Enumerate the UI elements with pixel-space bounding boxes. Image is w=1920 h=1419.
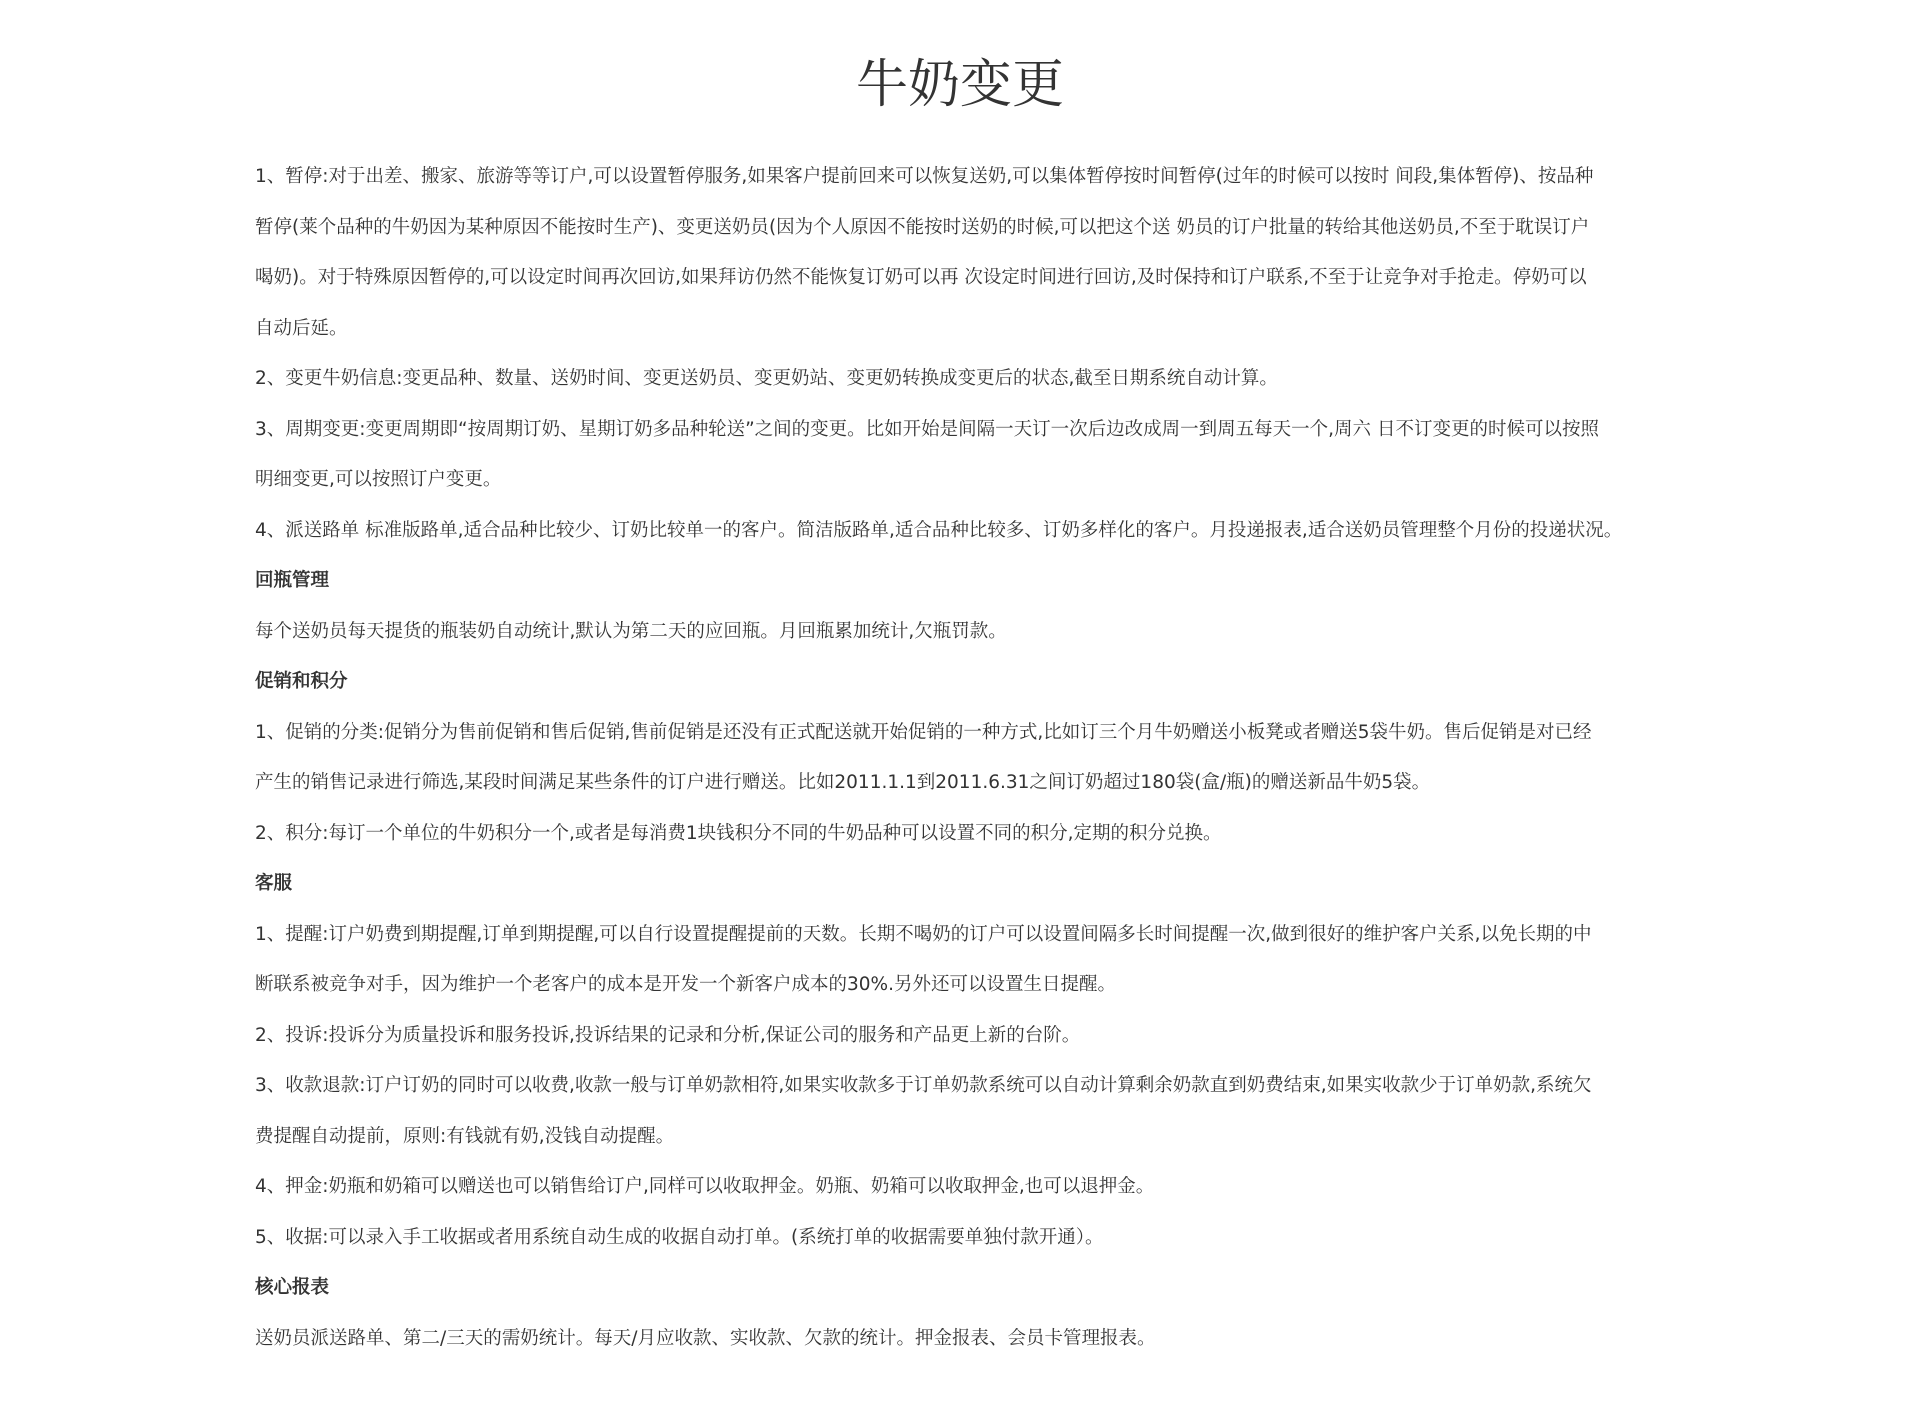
paragraph-line: 4、押金:奶瓶和奶箱可以赠送也可以销售给订户,同样可以收取押金。奶瓶、奶箱可以收取押金,也可以退押金。 bbox=[255, 1176, 1155, 1197]
paragraph-line: 送奶员派送路单、第二/三天的需奶统计。每天/月应收款、实收款、欠款的统计。押金报表、会员卡管理报表。 bbox=[255, 1327, 1156, 1349]
paragraph-line: 3、周期变更:变更周期即“按周期订奶、星期订奶多品种轮送”之间的变更。比如开始是间隔一天订一次后边改成周一到周五每天一个,周六 日不订变更的时候可以按照 bbox=[255, 418, 1599, 440]
paragraph-line: 2、积分:每订一个单位的牛奶积分一个,或者是每消费1块钱积分不同的牛奶品种可以设置不同的积分,定期的积分兑换。 bbox=[255, 822, 1222, 844]
paragraph-line: 5、收据:可以录入手工收据或者用系统自动生成的收据自动打单。(系统打单的收据需要单独付款开通）。 bbox=[255, 1226, 1104, 1248]
document-body bbox=[255, 152, 1715, 1364]
page-title: 牛奶变更 bbox=[855, 55, 1064, 115]
section-heading-core-reports: 核心报表 bbox=[255, 1277, 330, 1298]
paragraph-line: 1、暂停:对于出差、搬家、旅游等等订户,可以设置暂停服务,如果客户提前回来可以恢复送奶,可以集体暂停按时间暂停(过年的时候可以按时 间段,集体暂停)、按品种 bbox=[255, 166, 1594, 187]
section-heading-bottle-management: 回瓶管理 bbox=[255, 570, 330, 591]
paragraph-line: 费提醒自动提前，原则:有钱就有奶,没钱自动提醒。 bbox=[255, 1125, 675, 1147]
paragraph-line: 2、投诉:投诉分为质量投诉和服务投诉,投诉结果的记录和分析,保证公司的服务和产品更上新的台阶。 bbox=[255, 1024, 1081, 1046]
paragraph-line: 喝奶)。对于特殊原因暂停的,可以设定时间再次回访,如果拜访仍然不能恢复订奶可以再 次设定时间进行回访,及时保持和订户联系,不至于让竞争对手抢走。停奶可以 bbox=[255, 267, 1587, 288]
paragraph-line: 2、变更牛奶信息:变更品种、数量、送奶时间、变更送奶员、变更奶站、变更奶转换成变更后的状态,截至日期系统自动计算。 bbox=[255, 368, 1278, 389]
paragraph-line: 明细变更,可以按照订户变更。 bbox=[255, 469, 502, 490]
paragraph-line: 产生的销售记录进行筛选,某段时间满足某些条件的订户进行赠送。比如2011.1.1到2011.6.31之间订奶超过180袋(盒/瓶)的赠送新品牛奶5袋。 bbox=[255, 772, 1431, 793]
paragraph-line: 4、派送路单 标准版路单,适合品种比较少、订奶比较单一的客户。简洁版路单,适合品种比较多、订奶多样化的客户。月投递报表,适合送奶员管理整个月份的投递状况。 bbox=[255, 519, 1623, 541]
paragraph-line: 3、收款退款:订户订奶的同时可以收费,收款一般与订单奶款相符,如果实收款多于订单奶款系统可以自动计算剩余奶款直到奶费结束,如果实收款少于订单奶款,系统欠 bbox=[255, 1075, 1592, 1096]
paragraph-line: 1、促销的分类:促销分为售前促销和售后促销,售前促销是还没有正式配送就开始促销的一种方式,比如订三个月牛奶赠送小板凳或者赠送5袋牛奶。售后促销是对已经 bbox=[255, 721, 1592, 743]
paragraph-line: 自动后延。 bbox=[255, 317, 348, 339]
section-heading-customer-service: 客服 bbox=[255, 873, 293, 894]
paragraph-line: 1、提醒:订户奶费到期提醒,订单到期提醒,可以自行设置提醒提前的天数。长期不喝奶的订户可以设置间隔多长时间提醒一次,做到很好的维护客户关系,以免长期的中 bbox=[255, 923, 1592, 945]
section-heading-promotion-points: 促销和积分 bbox=[255, 671, 348, 692]
paragraph-line: 暂停(莱个品种的牛奶因为某种原因不能按时生产)、变更送奶员(因为个人原因不能按时送奶的时候,可以把这个送 奶员的订户批量的转给其他送奶员,不至于耽误订户 bbox=[255, 216, 1590, 238]
paragraph-line: 每个送奶员每天提货的瓶装奶自动统计,默认为第二天的应回瓶。月回瓶累加统计,欠瓶罚款。 bbox=[255, 620, 1007, 642]
paragraph-line: 断联系被竞争对手，因为维护一个老客户的成本是开发一个新客户成本的30%.另外还可以设置生日提醒。 bbox=[255, 974, 1117, 995]
